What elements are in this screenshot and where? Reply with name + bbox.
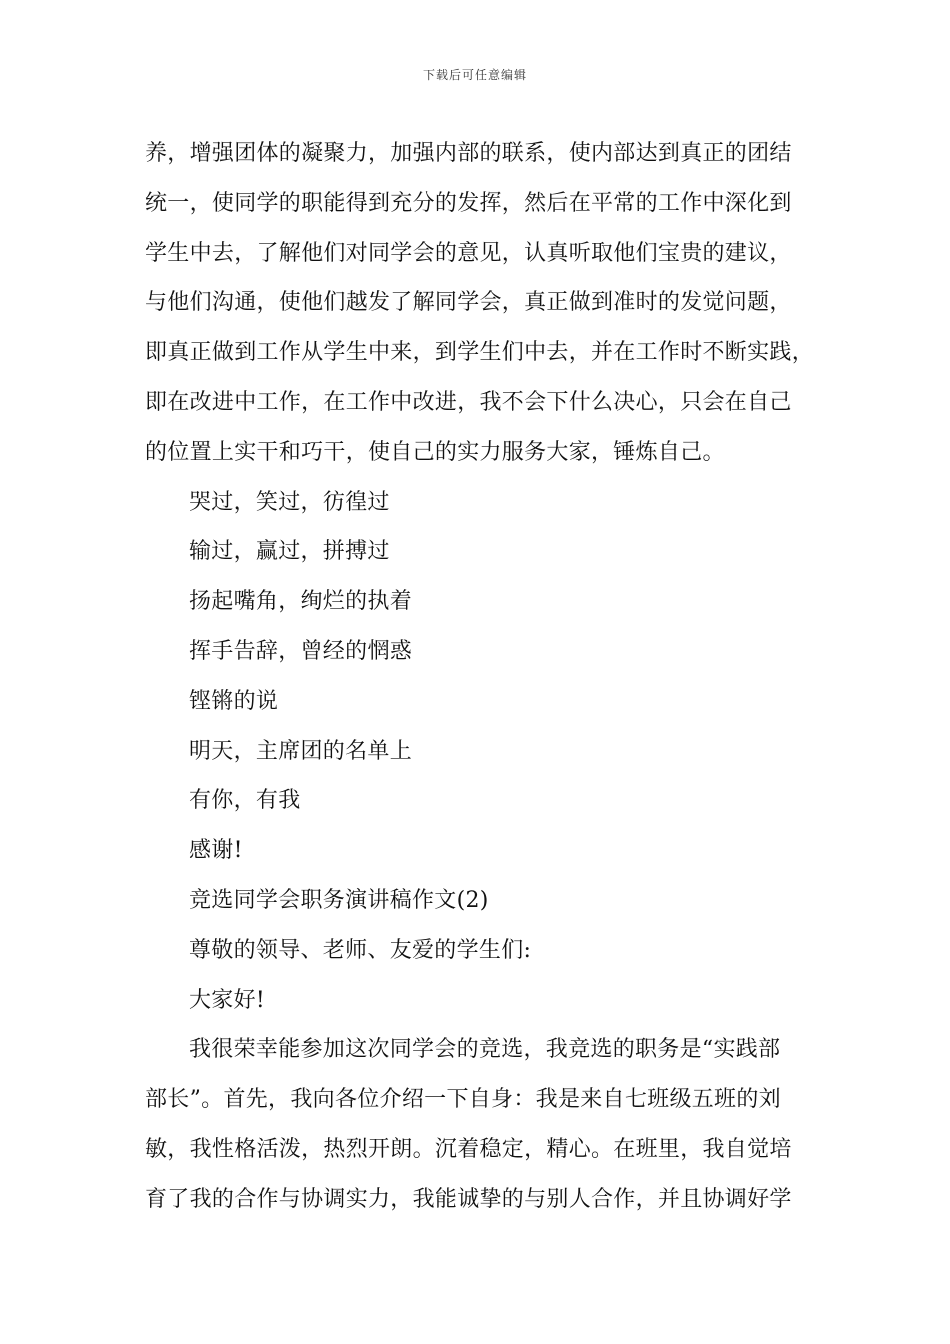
text-line: 即在改进中工作，在工作中改进，我不会下什么决心，只会在自己: [145, 389, 792, 415]
text-line: 的位置上实干和巧干，使自己的实力服务大家，锤炼自己。: [145, 439, 725, 465]
page-header: 下载后可任意编辑: [422, 68, 527, 82]
text-line: 扬起嘴角，绚烂的执着: [189, 589, 413, 615]
text-line: 有你，有我: [189, 788, 301, 814]
text-line: 统一，使同学的职能得到充分的发挥，然后在平常的工作中深化到: [145, 190, 792, 216]
document-body: [145, 129, 815, 1225]
text-line: 输过，赢过，拼搏过: [189, 539, 390, 565]
text-line: 即真正做到工作从学生中来，到学生们中去，并在工作时不断实践，: [145, 340, 815, 366]
text-line: 感谢!: [189, 838, 243, 864]
text-line: 尊敬的领导、老师、友爱的学生们:: [189, 937, 532, 963]
text-line: 明天，主席团的名单上: [189, 738, 413, 764]
text-line: 学生中去，了解他们对同学会的意见，认真听取他们宝贵的建议，: [145, 240, 792, 266]
text-line: 大家好!: [189, 987, 266, 1013]
text-line: 我很荣幸能参加这次同学会的竞选，我竞选的职务是“实践部: [189, 1037, 781, 1063]
text-line: 养，增强团体的凝聚力，加强内部的联系，使内部达到真正的团结: [145, 141, 792, 166]
text-line: 与他们沟通，使他们越发了解同学会，真正做到准时的发觉问题，: [145, 290, 792, 316]
text-line: 哭过，笑过，彷徨过: [189, 489, 390, 515]
text-line: 育了我的合作与协调实力，我能诚挚的与别人合作，并且协调好学: [145, 1186, 792, 1212]
text-line: 竞选同学会职务演讲稿作文(2): [189, 887, 489, 913]
text-line: 敏，我性格活泼，热烈开朗。沉着稳定，精心。在班里，我自觉培: [145, 1136, 792, 1162]
text-line: 挥手告辞，曾经的惘惑: [189, 638, 413, 664]
text-line: 铿锵的说: [189, 688, 279, 714]
text-line: 部长”。首先，我向各位介绍一下自身：我是来自七班级五班的刘: [145, 1087, 781, 1113]
